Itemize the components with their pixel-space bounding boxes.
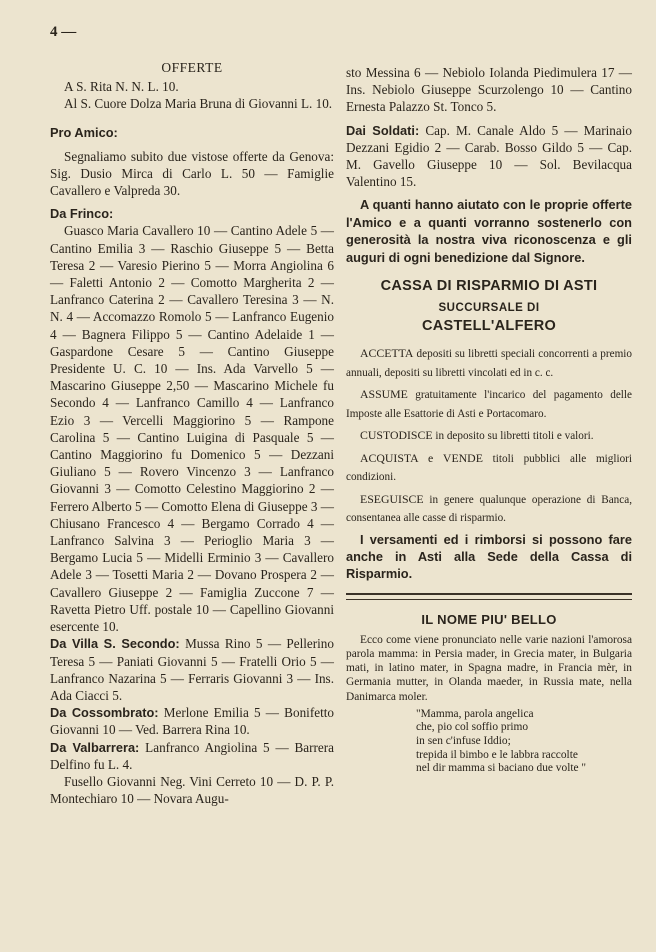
poem-line: in sen c'infuse Iddio; <box>416 734 511 747</box>
offerte-title: OFFERTE <box>161 60 223 75</box>
thanks-text: A quanti hanno aiutato con le proprie offerte l'Amico e a quanti vorranno sostenerlo con generosità la nostra viva riconoscenza e gli auguri di ogni benedizione dal Signore. <box>346 197 632 265</box>
poem-line: "Mamma, parola angelica <box>416 707 534 720</box>
frinco-heading: Da Frinco: <box>50 206 114 222</box>
valbarrera-heading: Da Valbarrera: <box>50 739 140 755</box>
poem-line: trepida il bimbo e le labbra raccolte <box>416 748 578 761</box>
villa-text: Mussa Rino 5 — Pellerino Teresa 5 — Paniati Giovanni 5 — Fratelli Orio 5 — Lanfranco Nazarina 5 — Ferraris Giovanni 3 — Ins. Ada Ciacci 5. <box>50 636 334 703</box>
bank-paragraph-custodisce: CUSTODISCE in deposito su libretti titoli e valori. <box>360 428 594 443</box>
fusello-text: Fusello Giovanni Neg. Vini Cerreto 10 — D. P. P. Montechiaro 10 — Novara Augu- <box>50 773 334 807</box>
valbarrera-text: Lanfranco Angiolina 5 — Barrera Delfino fu L. 4. <box>50 739 334 772</box>
offerte-line-1: A S. Rita N. N. L. 10. <box>64 79 179 94</box>
bank-title: CASSA DI RISPARMIO DI ASTI <box>380 278 598 295</box>
valbarrera-paragraph <box>50 739 334 773</box>
bank-paragraph-assume: ASSUME gratuitamente l'incarico del pagamento delle Imposte alle Esattorie di Asti e Portacomaro. <box>346 387 632 420</box>
pro-amico-text: Segnaliamo subito due vistose offerte da Genova: Sig. Dusio Mirca di Carlo L. 50 — Famiglie Cavallero e Valpreda 30. <box>50 148 334 199</box>
bank-closing: I versamenti ed i rimborsi si possono fare anche in Asti alla Sede della Cassa di Risparmio. <box>346 531 632 582</box>
cossombrato-heading: Da Cossombrato: <box>50 705 159 721</box>
frinco-text: Guasco Maria Cavallero 10 — Cantino Adele 5 — Cantino Emilia 3 — Raschio Giuseppe 5 — Betta Teresa 2 — Varesio Pierino 5 — Morra Angiolina 6 — Faletti Antonio 2 — Comotto Margherita 2 — Lanfranco Caterina 2 — Cavallero Teresina 3 — N. N. 4 — Accomazzo Romolo 5 — Lanfranco Eugenio 4 — Bagnera Filippo 5 — Cantino Adelaide 1 — Gaspardone Cesare 5 — Cantino Giuseppe Presidente U. C. 10 — Ins. Ada Varvello 5 — Mascarino Giuseppe 2,50 — Mascarino Michele fu Secondo 4 — Lanfranco Camillo 4 — Lanfranco Ezio 3 — Vercelli Maggiorino 5 — Rampone Carolina 5 — Cantino Luigina di Pasquale 5 — Cantino Maggiorino fu Domenico 5 — Dezzani Giuliano 5 — Rovero Vincenzo 3 — Lanfranco Giovanni 3 — Comotto Celestino Maggiorino 2 — Ferrero Alberto 5 — Comotto Elena di Giuseppe 3 — Chiusano Francesco 4 — Bergamo Corrado 4 — Lanfranco Salvina 3 — Perioglio Maria 3 — Bergamo Lucia 5 — Midelli Erminio 3 — Cavallero Adele 3 — Tosetti Maria 2 — Dovano Prospera 2 — Cavallero Giuseppe 2 — Famiglia Zuccone 7 — Ravetta Pietro Uff. postale 10 — Capellino Giovanni esercente 10. <box>50 223 334 635</box>
page-number: 4 — <box>50 24 77 40</box>
section-divider <box>346 593 632 600</box>
right-column <box>346 64 632 776</box>
bank-paragraph-esegue: ESEGUISCE in genere qualunque operazione di Banca, consentanea alle casse di risparmio. <box>346 491 632 525</box>
soldati-heading: Dai Soldati: <box>346 122 420 138</box>
bank-paragraph-accetta: ACCETTA depositi su libretti speciali concorrenti a premio annuali, depositi su libretti vincolati ed in c. c. <box>346 346 632 379</box>
soldati-text: Cap. M. Canale Aldo 5 — Marinaio Dezzani Egidio 2 — Carab. Bosso Gildo 5 — Cap. M. Gavello Giuseppe 10 — Sol. Bevilacqua Valentino 15. <box>346 122 632 190</box>
poem <box>416 708 632 776</box>
offerte-line-2: Al S. Cuore Dolza Maria Bruna di Giovanni L. 10. <box>64 96 333 112</box>
poem-line: nel dir mamma si baciano due volte " <box>416 762 587 775</box>
left-column <box>50 60 334 807</box>
nome-intro: Ecco come viene pronunciato nelle varie nazioni l'amorosa parola mamma: in Persia mader, in Grecia mater, in Bulgaria mati, in latino mater, in Spagna madre, in Francia mèr, in Germania mutter, in Olanda maeder, in Russia mate, nella Danimarca moler. <box>346 633 632 703</box>
soldati-paragraph <box>346 122 632 191</box>
bank-paragraph-acquista: ACQUISTA e VENDE titoli pubblici alle migliori condizioni. <box>346 450 633 484</box>
continued-text: sto Messina 6 — Nebiolo Iolanda Piedimulera 17 — Ins. Nebiolo Giuseppe Scurzolengo 10 — Cantino Ernesta Palazzo St. Tonco 5. <box>346 65 632 115</box>
poem-line: che, pio col soffio primo <box>416 721 529 734</box>
villa-heading: Da Villa S. Secondo: <box>50 636 180 652</box>
bank-subtitle: SUCCURSALE DI <box>438 302 540 315</box>
cossombrato-text: Merlone Emilia 5 — Bonifetto Giovanni 10 — Ved. Barrera Rina 10. <box>50 705 334 738</box>
bank-city: CASTELL'ALFERO <box>421 318 557 335</box>
cossombrato-paragraph <box>50 704 334 738</box>
nome-title: IL NOME PIU' BELLO <box>421 611 557 627</box>
villa-paragraph <box>50 635 334 704</box>
pro-amico-heading: Pro Amico: <box>50 125 118 141</box>
